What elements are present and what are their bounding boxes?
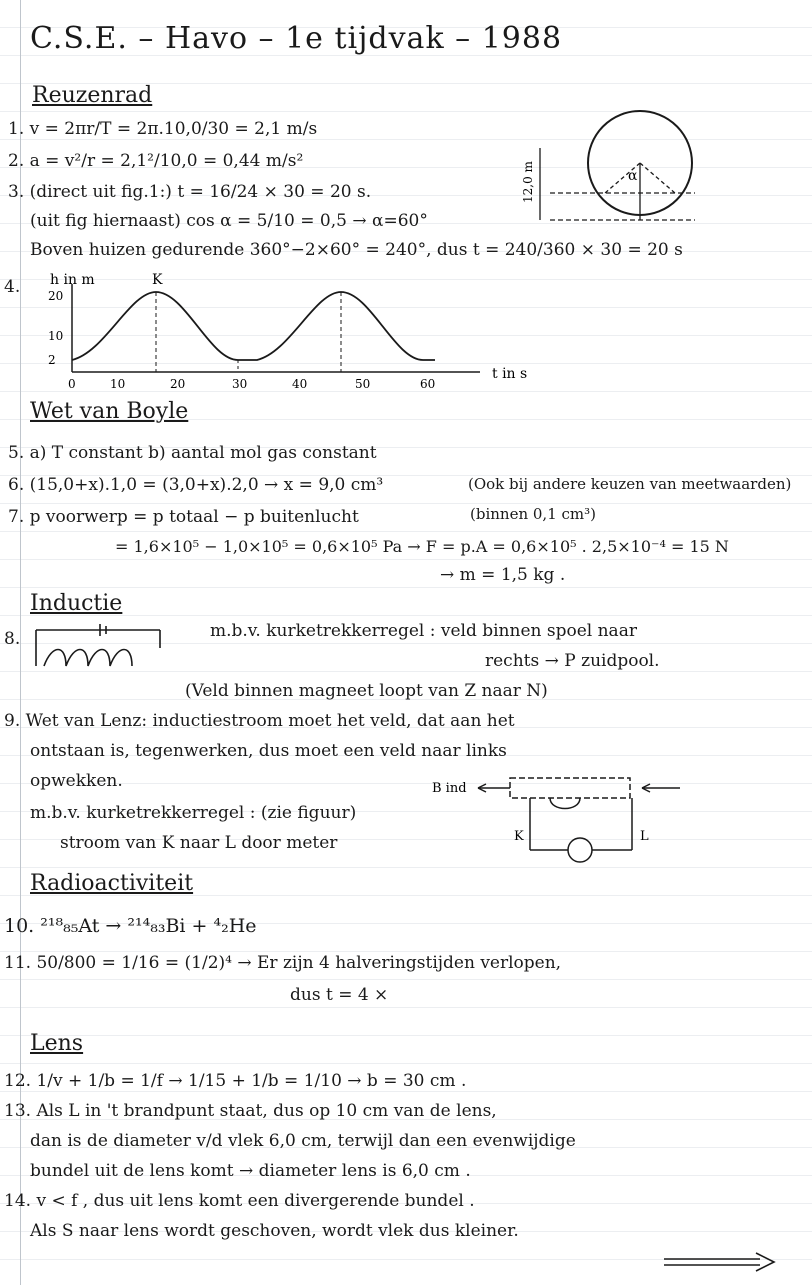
- line-8c: (Veld binnen magneet loopt van Z naar N): [185, 681, 548, 701]
- heading-radio: Radioactiviteit: [30, 871, 194, 896]
- peak-label: K: [152, 272, 163, 288]
- line-8b: rechts → P zuidpool.: [485, 651, 660, 671]
- line-9d: m.b.v. kurketrekkerregel : (zie figuur): [30, 803, 357, 823]
- line-4-num: 4.: [4, 277, 21, 297]
- line-1: 1. v = 2πr/T = 2π.10,0/30 = 2,1 m/s: [8, 119, 318, 139]
- line-6-note2: (binnen 0,1 cm³): [470, 505, 596, 523]
- line-3b: (uit fig hiernaast) cos α = 5/10 = 0,5 → α=60°: [30, 211, 428, 231]
- ylabel: h in m: [50, 272, 95, 288]
- ytick-10: 10: [48, 329, 64, 343]
- heading-reuzenrad: Reuzenrad: [32, 83, 153, 108]
- line-6-note: (Ook bij andere keuzen van meetwaarden): [468, 475, 792, 493]
- k-label: K: [514, 829, 524, 844]
- ferris-wheel-figure: [510, 108, 710, 238]
- line-6: 6. (15,0+x).1,0 = (3,0+x).2,0 → x = 9,0 cm³: [8, 475, 384, 495]
- line-3: 3. (direct uit fig.1:) t = 16/24 × 30 = 20 s.: [8, 182, 372, 202]
- page-title: C.S.E. – Havo – 1e tijdvak – 1988: [30, 21, 563, 56]
- line-13b: dan is de diameter v/d vlek 6,0 cm, terwijl dan een evenwijdige: [30, 1131, 576, 1151]
- line-9: 9. Wet van Lenz: inductiestroom moet het veld, dat aan het: [4, 711, 515, 731]
- line-5: 5. a) T constant b) aantal mol gas constant: [8, 443, 377, 463]
- line-14b: Als S naar lens wordt geschoven, wordt vlek dus kleiner.: [30, 1221, 519, 1241]
- circuit-figure: [430, 770, 690, 870]
- alpha-label: α: [628, 168, 638, 184]
- next-page-arrow-icon: [660, 1250, 780, 1274]
- heading-inductie: Inductie: [30, 591, 123, 616]
- line-13c: bundel uit de lens komt → diameter lens is 6,0 cm .: [30, 1161, 471, 1181]
- heading-boyle: Wet van Boyle: [30, 399, 189, 424]
- height-graph: [30, 272, 590, 397]
- line-11: 11. 50/800 = 1/16 = (1/2)⁴ → Er zijn 4 halveringstijden verlopen,: [4, 953, 562, 973]
- line-2: 2. a = v²/r = 2,1²/10,0 = 0,44 m/s²: [8, 151, 304, 171]
- line-8-num: 8.: [4, 629, 21, 649]
- line-14: 14. v < f , dus uit lens komt een divergerende bundel .: [4, 1191, 475, 1211]
- coil-figure: [30, 618, 170, 678]
- height-curve: [72, 292, 435, 360]
- xtick-60: 60: [420, 377, 436, 391]
- xtick-10: 10: [110, 377, 126, 391]
- line-13: 13. Als L in 't brandpunt staat, dus op 10 cm van de lens,: [4, 1101, 497, 1121]
- xtick-20: 20: [170, 377, 186, 391]
- line-7: 7. p voorwerp = p totaal − p buitenlucht: [8, 507, 359, 527]
- line-10: 10. ²¹⁸₈₅At → ²¹⁴₈₃Bi + ⁴₂He: [4, 915, 257, 937]
- ytick-2: 2: [48, 353, 56, 367]
- line-7b: = 1,6×10⁵ − 1,0×10⁵ = 0,6×10⁵ Pa → F = p.A = 0,6×10⁵ . 2,5×10⁻⁴ = 15 N: [115, 537, 729, 556]
- xtick-40: 40: [292, 377, 308, 391]
- ytick-20: 20: [48, 289, 64, 303]
- line-8a: m.b.v. kurketrekkerregel : veld binnen spoel naar: [210, 621, 637, 641]
- xlabel: t in s: [492, 366, 528, 382]
- line-9e: stroom van K naar L door meter: [60, 833, 338, 853]
- l-label: L: [640, 829, 649, 844]
- line-12: 12. 1/v + 1/b = 1/f → 1/15 + 1/b = 1/10 → b = 30 cm .: [4, 1071, 467, 1091]
- xtick-50: 50: [355, 377, 371, 391]
- heading-lens: Lens: [30, 1031, 84, 1056]
- line-9b: ontstaan is, tegenwerken, dus moet een veld naar links: [30, 741, 507, 761]
- xtick-30: 30: [232, 377, 248, 391]
- line-11b: dus t = 4 ×: [290, 985, 389, 1005]
- line-9c: opwekken.: [30, 771, 123, 791]
- line-3c: Boven huizen gedurende 360°−2×60° = 240°, dus t = 240/360 × 30 = 20 s: [30, 240, 683, 260]
- b-ind-label: B ind: [432, 781, 467, 796]
- xtick-0: 0: [68, 377, 76, 391]
- height-label: 12,0 m: [521, 161, 535, 203]
- line-7c: → m = 1,5 kg .: [440, 565, 566, 585]
